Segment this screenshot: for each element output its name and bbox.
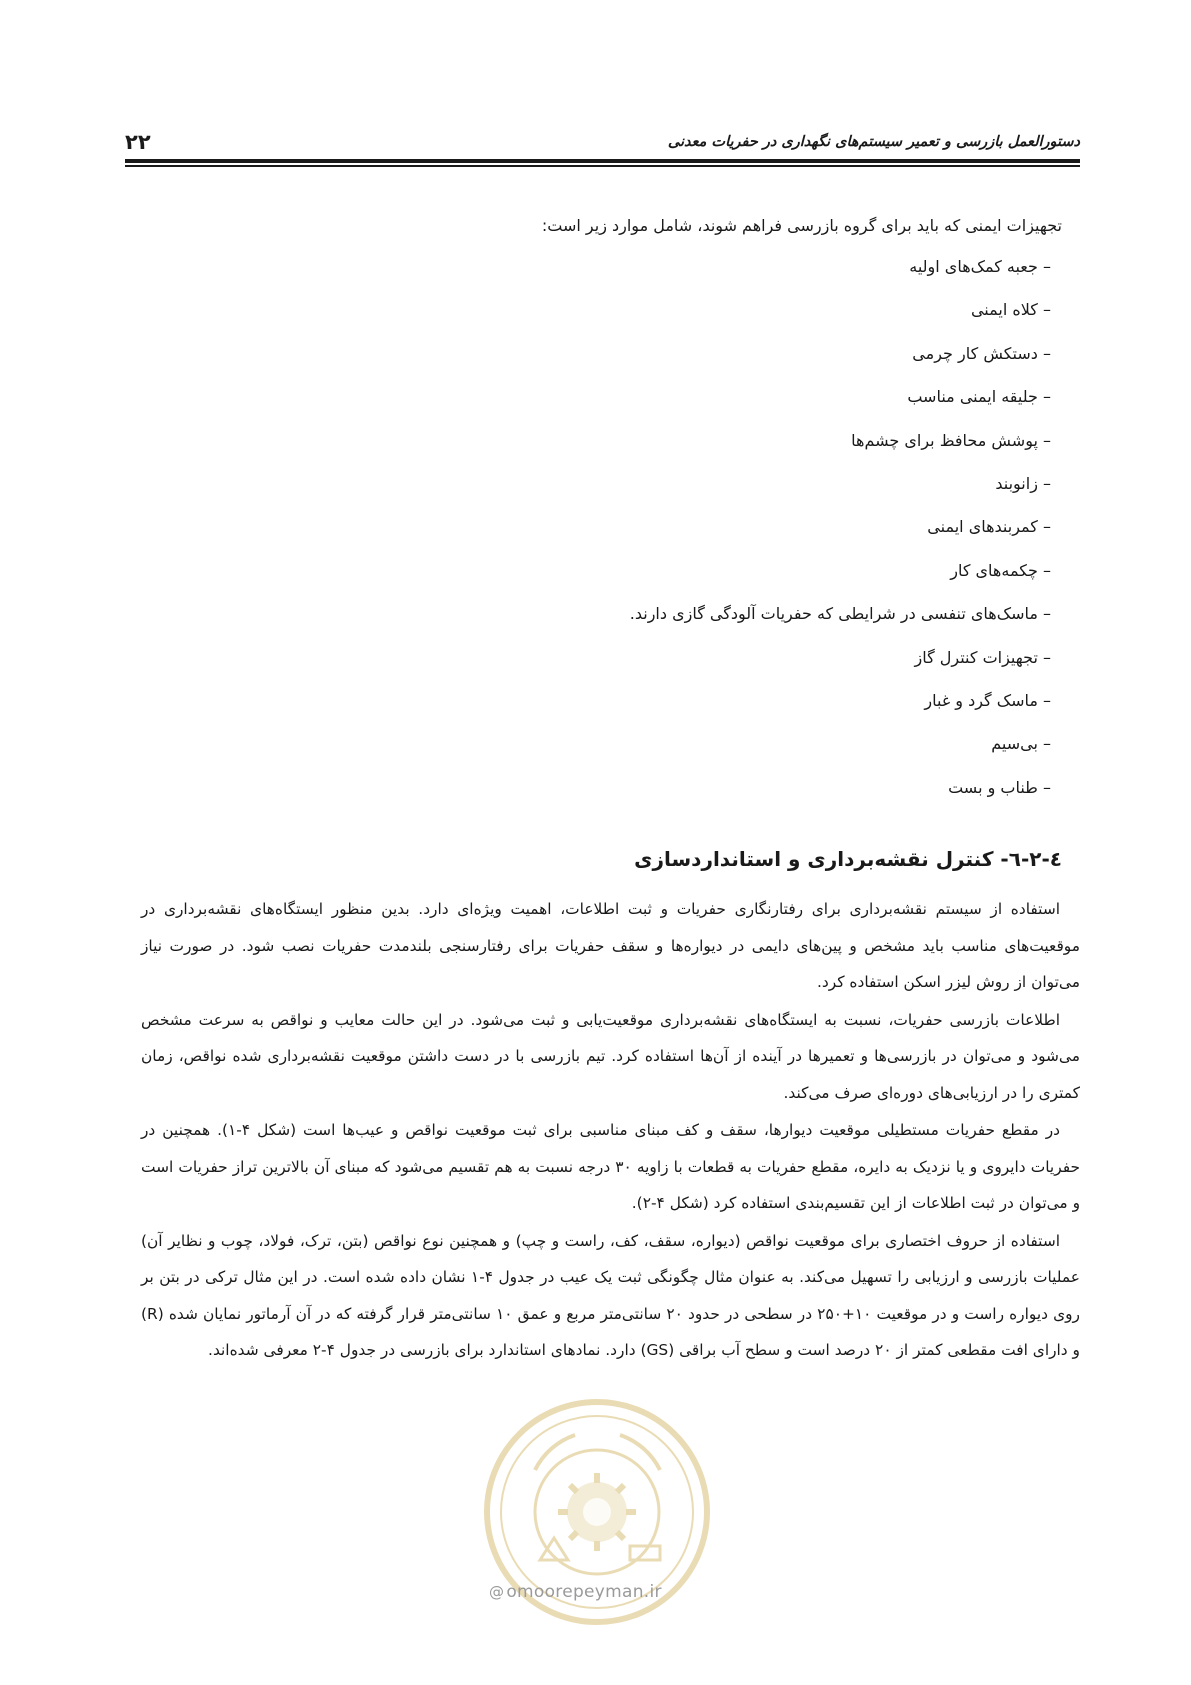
body-text xyxy=(141,891,1080,1369)
list-item: – جعبه کمک‌های اولیه xyxy=(909,257,1051,276)
watermark-site xyxy=(489,1582,662,1602)
header-rule-thick xyxy=(125,159,1080,163)
list-item: – زانوبند xyxy=(995,473,1051,493)
section-heading: ٤-۲-٦- کنترل نقشه‌برداری و استانداردسازی xyxy=(634,847,1062,871)
equipment-list xyxy=(630,250,1051,814)
list-item: – تجهیزات کنترل گاز xyxy=(914,647,1051,667)
intro-sentence: تجهیزات ایمنی که باید برای گروه بازرسی فراهم شوند، شامل موارد زیر است: xyxy=(541,216,1062,235)
paragraph: اطلاعات بازرسی حفریات، نسبت به ایستگاه‌های نقشه‌برداری موقعیت‌یابی و ثبت می‌شود. در این حالت معایب و نواقص به سرعت مشخص می‌شود و می‌توان در بازرسی‌ها و تعمیرها در آینده از آن‌ها استفاده کرد. تیم بازرسی با در دست داشتن موقعیت نقشه‌برداری شده نواقص، زمان کمتری را در ارزیابی‌های دوره‌ای صرف می‌کند. xyxy=(141,1010,1080,1102)
running-title: دستورالعمل بازرسی و تعمیر سیستم‌های نگهداری در حفریات معدنی xyxy=(667,134,1080,150)
list-item: – چکمه‌های کار xyxy=(950,560,1051,580)
paragraph: استفاده از سیستم نقشه‌برداری برای رفتارنگاری حفریات و ثبت اطلاعات، اهمیت ویژه‌ای دارد. بدین منظور ایستگاه‌های نقشه‌برداری در موقعیت‌های مناسب باید مشخص و پین‌های دایمی در دیواره‌ها و سقف حفریات برای رفتارسنجی بلندمدت حفریات نصب شود. در صورت نیاز می‌توان از روش لیزر اسکن استفاده کرد. xyxy=(141,900,1080,991)
at-sign-icon: @ xyxy=(489,1583,505,1601)
list-item: – ماسک‌های تنفسی در شرایطی که حفریات آلودگی گازی دارند. xyxy=(629,604,1051,624)
paragraph: در مقطع حفریات مستطیلی موقعیت دیوارها، سقف و کف مبنای مناسبی برای ثبت موقعیت نواقص و عیب‌ها است (شکل ۴-۱). همچنین در حفریات دایروی و یا نزدیک به دایره، مقطع حفریات به قطعات با زاویه ۳۰ درجه نسبت به هم تقسیم می‌شود که مبنای آن بالاترین تراز حفریات است و می‌توان در ثبت اطلاعات از این تقسیم‌بندی استفاده کرد (شکل ۴-۲). xyxy=(141,1121,1080,1212)
list-item: – کمربندهای ایمنی xyxy=(927,517,1051,537)
watermark-site-text: omoorepeyman.ir xyxy=(506,1582,662,1602)
page-number: ۲۲ xyxy=(125,130,151,154)
list-item: – بی‌سیم xyxy=(991,734,1051,754)
list-item: – کلاه ایمنی xyxy=(970,300,1051,320)
list-item: – پوشش محافظ برای چشم‌ها xyxy=(851,430,1051,450)
list-item: – طناب و بست xyxy=(948,777,1051,797)
paragraph: استفاده از حروف اختصاری برای موقعیت نواقص (دیواره، سقف، کف، راست و چپ) و همچنین نوع نواقص (بتن، ترک، فولاد، چوب و نظایر آن) عملیات بازرسی و ارزیابی را تسهیل می‌کند. به عنوان مثال چگونگی ثبت یک عیب در جدول ۴-۱ نشان داده شده است. در این مثال ترکی در بتن بر روی دیواره راست و در موقعیت ۱۰+۲۵۰ در سطحی در حدود ۲۰ سانتی‌متر مربع و عمق ۱۰ سانتی‌متر قرار گرفته که در آن آرماتور نمایان شده (R) و دارای افت مقطعی کمتر از ۲۰ درصد است و سطح آب براقی (GS) دارد. نمادهای استاندارد برای بازرسی در جدول ۴-۲ معرفی شده‌اند. xyxy=(141,1231,1080,1359)
list-item: – جلیقه ایمنی مناسب xyxy=(907,387,1051,407)
list-item: – دستکش کار چرمی xyxy=(912,343,1051,363)
header-rule-thin xyxy=(125,165,1080,167)
list-item: – ماسک گرد و غبار xyxy=(924,690,1051,710)
page-header xyxy=(125,128,1080,156)
